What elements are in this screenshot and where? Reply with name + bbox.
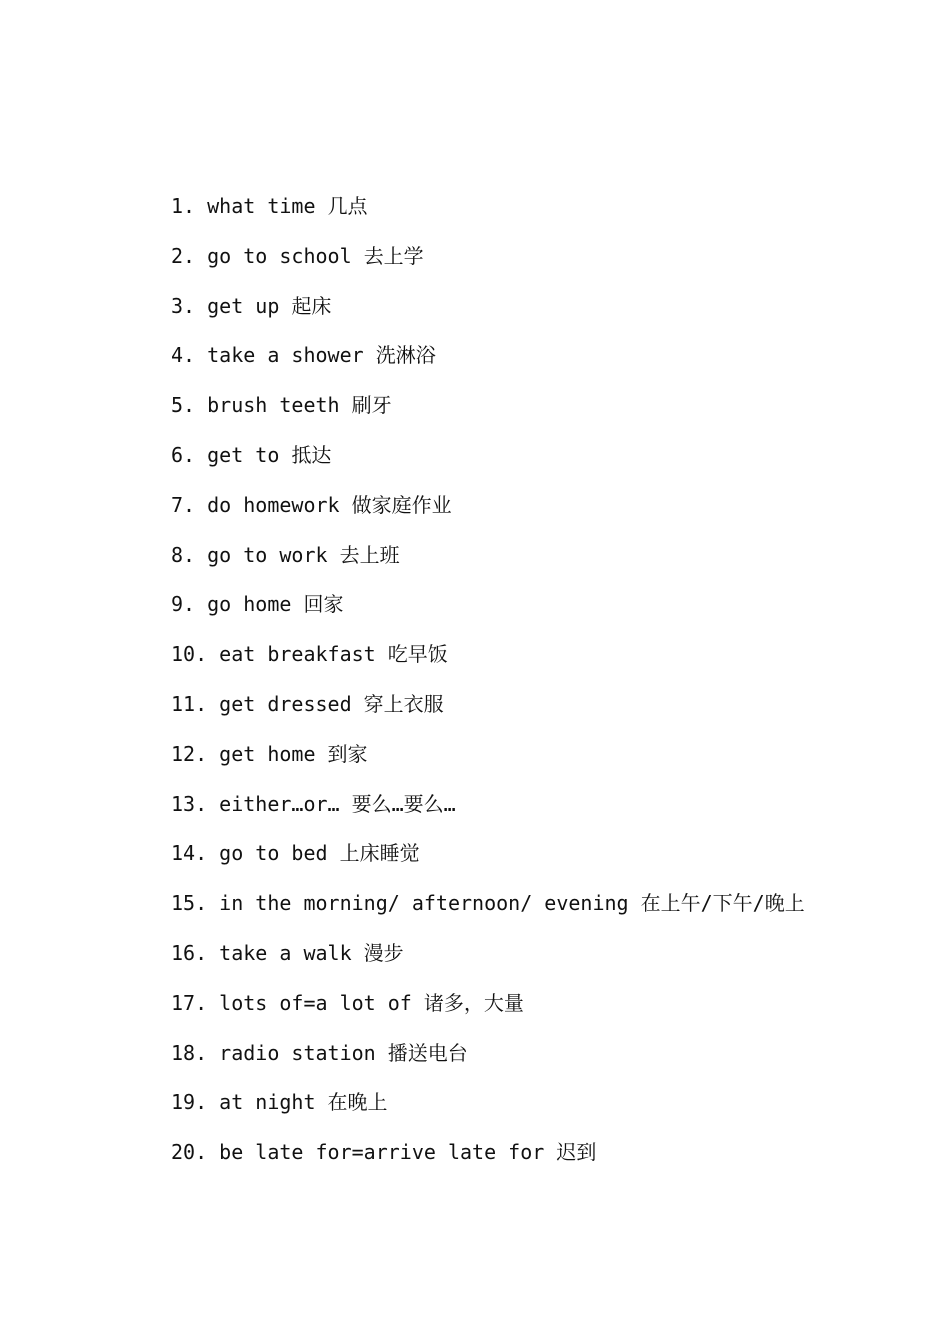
item-number: 7. bbox=[171, 492, 196, 517]
item-number: 14. bbox=[171, 841, 208, 866]
chinese-meaning: 诸多，大量 bbox=[423, 990, 524, 1015]
item-number: 9. bbox=[171, 592, 196, 617]
list-item bbox=[171, 389, 805, 439]
english-phrase: go to school bbox=[207, 243, 352, 268]
list-item bbox=[171, 489, 805, 539]
english-phrase: get home bbox=[219, 741, 316, 766]
english-phrase: be late for=arrive late for bbox=[219, 1140, 545, 1165]
chinese-meaning: 洗淋浴 bbox=[375, 343, 436, 368]
chinese-meaning: 迟到 bbox=[556, 1140, 597, 1165]
chinese-meaning: 穿上衣服 bbox=[363, 691, 444, 716]
chinese-meaning: 起床 bbox=[291, 293, 332, 318]
english-phrase: get to bbox=[207, 442, 280, 467]
list-item bbox=[171, 638, 805, 688]
list-item bbox=[171, 539, 805, 589]
english-phrase: go to work bbox=[207, 542, 328, 567]
chinese-meaning: 去上班 bbox=[339, 542, 400, 567]
item-number: 17. bbox=[171, 990, 208, 1015]
item-number: 18. bbox=[171, 1040, 208, 1065]
english-phrase: go to bed bbox=[219, 841, 328, 866]
english-phrase: lots of=a lot of bbox=[219, 990, 412, 1015]
english-phrase: take a shower bbox=[207, 343, 364, 368]
english-phrase: eat breakfast bbox=[219, 642, 376, 667]
chinese-meaning: 漫步 bbox=[363, 940, 404, 965]
chinese-meaning: 做家庭作业 bbox=[351, 492, 452, 517]
item-number: 4. bbox=[171, 343, 196, 368]
english-phrase: radio station bbox=[219, 1040, 376, 1065]
item-number: 5. bbox=[171, 393, 196, 418]
english-phrase: get dressed bbox=[219, 691, 352, 716]
list-item bbox=[171, 1037, 805, 1087]
item-number: 12. bbox=[171, 741, 208, 766]
item-number: 10. bbox=[171, 642, 208, 667]
item-number: 20. bbox=[171, 1140, 208, 1165]
item-number: 3. bbox=[171, 293, 196, 318]
chinese-meaning: 去上学 bbox=[363, 243, 424, 268]
english-phrase: get up bbox=[207, 293, 280, 318]
list-item bbox=[171, 837, 805, 887]
chinese-meaning: 上床睡觉 bbox=[339, 841, 420, 866]
chinese-meaning: 到家 bbox=[327, 741, 368, 766]
english-phrase: do homework bbox=[207, 492, 340, 517]
list-item bbox=[171, 1086, 805, 1136]
list-item bbox=[171, 688, 805, 738]
list-item bbox=[171, 339, 805, 389]
item-number: 2. bbox=[171, 243, 196, 268]
list-item bbox=[171, 588, 805, 638]
item-number: 11. bbox=[171, 691, 208, 716]
list-item bbox=[171, 937, 805, 987]
list-item bbox=[171, 240, 805, 290]
list-item bbox=[171, 439, 805, 489]
english-phrase: take a walk bbox=[219, 940, 352, 965]
list-item bbox=[171, 190, 805, 240]
item-number: 15. bbox=[171, 891, 208, 916]
chinese-meaning: 播送电台 bbox=[387, 1040, 468, 1065]
list-item bbox=[171, 290, 805, 340]
item-number: 16. bbox=[171, 940, 208, 965]
phrase-list bbox=[171, 190, 805, 1186]
english-phrase: go home bbox=[207, 592, 292, 617]
chinese-meaning: 几点 bbox=[327, 194, 368, 218]
list-item bbox=[171, 738, 805, 788]
item-number: 19. bbox=[171, 1090, 208, 1115]
chinese-meaning: 要么…要么… bbox=[351, 791, 456, 816]
list-item bbox=[171, 788, 805, 838]
item-number: 13. bbox=[171, 791, 208, 816]
item-number: 1. bbox=[171, 194, 196, 218]
list-item bbox=[171, 987, 805, 1037]
chinese-meaning: 抵达 bbox=[291, 442, 332, 467]
english-phrase: brush teeth bbox=[207, 393, 340, 418]
english-phrase: what time bbox=[207, 194, 316, 218]
chinese-meaning: 回家 bbox=[303, 592, 344, 617]
list-item bbox=[171, 1136, 805, 1186]
chinese-meaning: 吃早饭 bbox=[387, 642, 448, 667]
english-phrase: in the morning/ afternoon/ evening bbox=[219, 891, 629, 916]
english-phrase: at night bbox=[219, 1090, 316, 1115]
chinese-meaning: 刷牙 bbox=[351, 393, 392, 418]
chinese-meaning: 在晚上 bbox=[327, 1090, 388, 1115]
list-item bbox=[171, 887, 805, 937]
item-number: 6. bbox=[171, 442, 196, 467]
item-number: 8. bbox=[171, 542, 196, 567]
chinese-meaning: 在上午/下午/晚上 bbox=[640, 891, 805, 916]
english-phrase: either…or… bbox=[219, 791, 340, 816]
